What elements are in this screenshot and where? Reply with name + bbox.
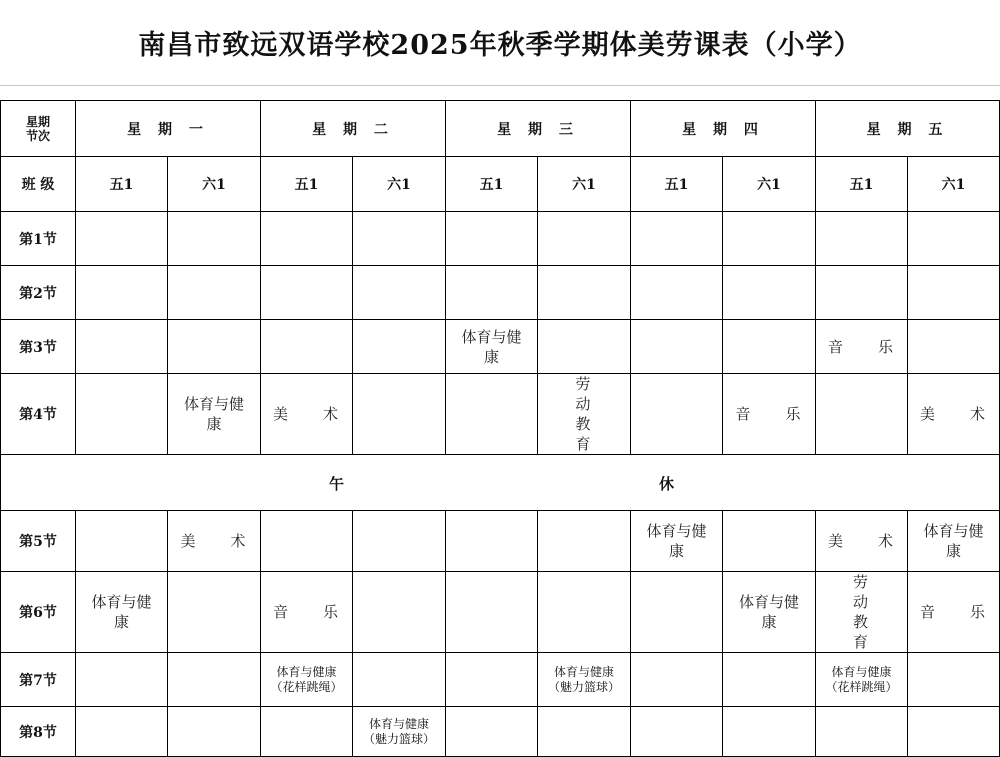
- period-row: [1, 572, 1000, 653]
- schedule-cell: [816, 707, 908, 757]
- subject-label: 音 乐: [735, 405, 811, 423]
- period-row: [1, 374, 1000, 455]
- schedule-cell: [446, 266, 538, 320]
- period-label: 第7节: [1, 653, 76, 707]
- schedule-cell: [723, 212, 816, 266]
- schedule-cell: [353, 266, 446, 320]
- schedule-cell: [816, 212, 908, 266]
- schedule-cell: [446, 707, 538, 757]
- schedule-cell: [353, 572, 446, 653]
- schedule-cell: [168, 212, 261, 266]
- schedule-cell: [723, 511, 816, 572]
- schedule-cell: [261, 653, 353, 707]
- schedule-cell: [816, 572, 908, 653]
- schedule-cell: [76, 572, 168, 653]
- lunch-label-left: 午: [329, 475, 345, 493]
- period-label: 第3节: [1, 320, 76, 374]
- period-row: [1, 707, 1000, 757]
- schedule-cell: [261, 572, 353, 653]
- class-cell: 五1: [816, 157, 908, 212]
- schedule-cell: [723, 707, 816, 757]
- schedule-cell: [76, 266, 168, 320]
- class-cell: 五1: [76, 157, 168, 212]
- period-label: 第8节: [1, 707, 76, 757]
- day-header-wed: 星 期 三: [446, 101, 631, 157]
- day-header-row: [1, 101, 1000, 157]
- page-title: 南昌市致远双语学校2025年秋季学期体美劳课表（小学）: [138, 30, 862, 61]
- subject-label: 美 术: [827, 532, 903, 550]
- schedule-table: [0, 100, 1000, 757]
- title-bar: [0, 0, 1000, 86]
- schedule-cell: [908, 653, 1000, 707]
- schedule-cell: [538, 320, 631, 374]
- schedule-cell: [631, 374, 723, 455]
- class-cell: 六1: [353, 157, 446, 212]
- schedule-cell: [908, 320, 1000, 374]
- schedule-cell: [538, 212, 631, 266]
- subject-label: 体育与健康（魅力篮球）: [362, 716, 435, 746]
- schedule-cell: [353, 707, 446, 757]
- schedule-cell: [261, 511, 353, 572]
- schedule-cell: [76, 374, 168, 455]
- subject-label: 体育与健康: [91, 593, 152, 631]
- schedule-cell: [261, 707, 353, 757]
- day-header-fri: 星 期 五: [816, 101, 1000, 157]
- class-row-label: 班 级: [1, 157, 76, 212]
- schedule-cell: [631, 212, 723, 266]
- schedule-cell: [631, 511, 723, 572]
- period-row: [1, 320, 1000, 374]
- subject-label: 体育与健康（花样跳绳）: [270, 664, 343, 694]
- schedule-cell: [631, 653, 723, 707]
- subject-label: 体育与健康（魅力篮球）: [547, 664, 620, 694]
- schedule-cell: [168, 266, 261, 320]
- class-cell: 六1: [168, 157, 261, 212]
- subject-label: 体育与健康: [646, 522, 707, 560]
- lunch-label-right: 休: [659, 475, 675, 493]
- schedule-cell: [816, 511, 908, 572]
- schedule-cell: [908, 511, 1000, 572]
- schedule-cell: [168, 653, 261, 707]
- schedule-cell: [261, 266, 353, 320]
- schedule-cell: [908, 707, 1000, 757]
- schedule-cell: [261, 320, 353, 374]
- schedule-cell: [76, 511, 168, 572]
- schedule-cell: [168, 320, 261, 374]
- schedule-cell: [353, 374, 446, 455]
- schedule-cell: [168, 707, 261, 757]
- schedule-cell: [816, 266, 908, 320]
- lunch-break-cell: [1, 455, 1000, 511]
- schedule-cell: [723, 374, 816, 455]
- schedule-cell: [816, 374, 908, 455]
- period-row: [1, 653, 1000, 707]
- schedule-cell: [538, 653, 631, 707]
- schedule-cell: [446, 572, 538, 653]
- period-row: [1, 212, 1000, 266]
- lunch-row: [1, 455, 1000, 511]
- subject-label: 体育与健康: [739, 593, 800, 631]
- period-row: [1, 511, 1000, 572]
- schedule-cell: [76, 653, 168, 707]
- schedule-cell: [538, 374, 631, 455]
- schedule-cell: [446, 212, 538, 266]
- schedule-cell: [816, 653, 908, 707]
- class-cell: 五1: [261, 157, 353, 212]
- subject-label: 音 乐: [272, 603, 348, 621]
- class-cell: 六1: [538, 157, 631, 212]
- schedule-cell: [446, 374, 538, 455]
- period-label: 第4节: [1, 374, 76, 455]
- schedule-cell: [446, 511, 538, 572]
- schedule-cell: [168, 511, 261, 572]
- class-cell: 六1: [908, 157, 1000, 212]
- schedule-cell: [446, 653, 538, 707]
- corner-bottom-label: 节次: [25, 128, 50, 143]
- schedule-cell: [723, 320, 816, 374]
- schedule-cell: [76, 320, 168, 374]
- subject-label: 体育与健康（花样跳绳）: [825, 664, 898, 694]
- subject-label: 音 乐: [919, 603, 995, 621]
- subject-label: 美 术: [272, 405, 348, 423]
- day-header-mon: 星 期 一: [76, 101, 261, 157]
- period-label: 第1节: [1, 212, 76, 266]
- class-header-row: [1, 157, 1000, 212]
- day-header-thu: 星 期 四: [631, 101, 816, 157]
- schedule-cell: [723, 572, 816, 653]
- corner-cell: [1, 101, 76, 157]
- schedule-cell: [538, 572, 631, 653]
- schedule-cell: [261, 212, 353, 266]
- period-label: 第5节: [1, 511, 76, 572]
- schedule-cell: [631, 320, 723, 374]
- day-header-tue: 星 期 二: [261, 101, 446, 157]
- schedule-cell: [631, 707, 723, 757]
- period-row: [1, 266, 1000, 320]
- schedule-cell: [816, 320, 908, 374]
- class-cell: 五1: [631, 157, 723, 212]
- schedule-cell: [631, 572, 723, 653]
- schedule-cell: [76, 212, 168, 266]
- class-cell: 五1: [446, 157, 538, 212]
- schedule-cell: [76, 707, 168, 757]
- subject-label: 劳 动 教 育: [852, 573, 878, 651]
- schedule-cell: [631, 266, 723, 320]
- schedule-cell: [538, 266, 631, 320]
- schedule-cell: [446, 320, 538, 374]
- schedule-cell: [353, 653, 446, 707]
- schedule-cell: [538, 707, 631, 757]
- schedule-cell: [353, 511, 446, 572]
- class-cell: 六1: [723, 157, 816, 212]
- subject-label: 劳 动 教 育: [575, 375, 601, 453]
- schedule-cell: [908, 374, 1000, 455]
- schedule-cell: [168, 374, 261, 455]
- schedule-cell: [908, 266, 1000, 320]
- schedule-cell: [538, 511, 631, 572]
- subject-label: 体育与健康: [461, 327, 522, 366]
- schedule-cell: [723, 266, 816, 320]
- schedule-cell: [908, 212, 1000, 266]
- subject-label: 体育与健康: [184, 395, 245, 433]
- period-label: 第6节: [1, 572, 76, 653]
- subject-label: 体育与健康: [923, 522, 984, 560]
- schedule-cell: [908, 572, 1000, 653]
- subject-label: 音 乐: [827, 337, 903, 356]
- period-label: 第2节: [1, 266, 76, 320]
- schedule-cell: [353, 320, 446, 374]
- schedule-cell: [353, 212, 446, 266]
- subject-label: 美 术: [919, 405, 995, 423]
- corner-top-label: 星期: [25, 114, 50, 129]
- schedule-cell: [723, 653, 816, 707]
- schedule-cell: [261, 374, 353, 455]
- subject-label: 美 术: [180, 532, 256, 550]
- schedule-cell: [168, 572, 261, 653]
